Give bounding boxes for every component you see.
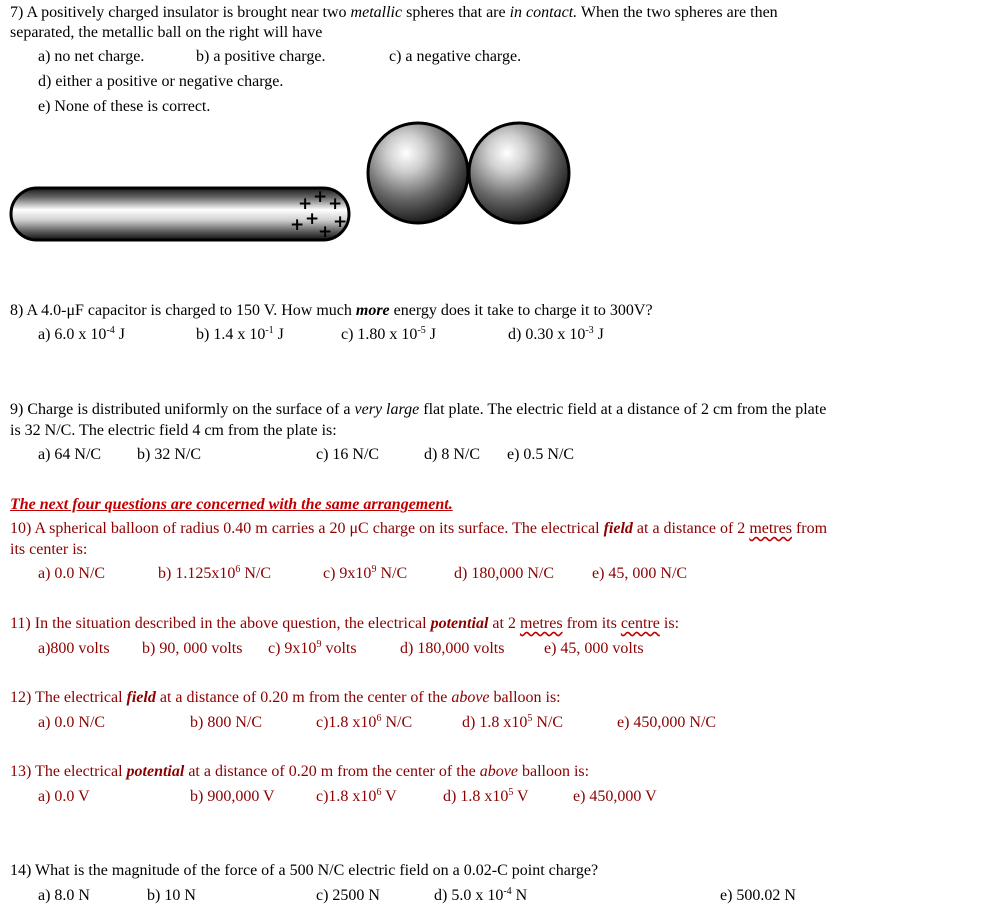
q12-stem: 12) The electrical field at a distance of 0.20 m from the center of the above balloon is:: [10, 689, 561, 706]
q12-option-d: d) 1.8 $x10^5$ N/C: [462, 713, 563, 731]
q14-option-e: e) 500.02 N: [720, 887, 796, 904]
q10-stem-line2: its center is:: [10, 541, 88, 558]
q10-option-b: b) $1.125x10^6$ N/C: [158, 564, 271, 582]
q12-option-e: e) 450,000 N/C: [617, 714, 717, 731]
svg-text:+: +: [328, 194, 343, 214]
q8-option-b: b) 1.4 x $10^{-1}$ J: [196, 325, 284, 343]
q7-stem-line2: separated, the metallic ball on the right will have: [10, 24, 323, 41]
q7-stem-line1: 7) A positively charged insulator is brought near two metallic spheres that are in contact. When the two spheres are then: [10, 4, 778, 21]
q7-option-a: a) no net charge.: [38, 48, 145, 65]
q10-stem-line1: 10) A spherical balloon of radius 0.40 m carries a 20 μC charge on its surface. The electrical field at a distance of 2 metres from: [10, 520, 828, 537]
q9-option-e: e) 0.5 N/C: [507, 446, 575, 463]
svg-text:+: +: [313, 187, 328, 207]
right-sphere: [469, 123, 569, 223]
q13-option-e: e) 450,000 V: [573, 788, 657, 805]
q9-stem-line2: is 32 N/C. The electric field 4 cm from the plate is:: [10, 422, 337, 439]
q8-option-a: a) 6.0 x $10^{-4}$ J: [38, 325, 126, 343]
q11-option-b: b) 90, 000 volts: [142, 640, 243, 657]
svg-text:+: +: [305, 209, 320, 229]
q7-option-e: e) None of these is correct.: [38, 98, 211, 115]
q8-option-d: d) 0.30 x $10^{-3}$ J: [508, 325, 604, 343]
q10-option-e: e) 45, 000 N/C: [592, 565, 688, 582]
q13-option-d: d) 1.8 $x10^5$ V: [443, 787, 529, 805]
q9-option-c: c) 16 N/C: [316, 446, 380, 463]
q11-stem: 11) In the situation described in the above question, the electrical potential at 2 metres from its centre is:: [10, 615, 680, 632]
q13-option-a: a) 0.0 V: [38, 788, 90, 805]
q11-option-c: c) $9x10^9$ volts: [268, 639, 357, 657]
q12-option-a: a) 0.0 N/C: [38, 714, 106, 731]
charged-insulator-rod: [8, 182, 353, 246]
q9-option-a: a) 64 N/C: [38, 446, 102, 463]
q13-stem: 13) The electrical potential at a distance of 0.20 m from the center of the above balloon is:: [10, 763, 590, 780]
q10-option-a: a) 0.0 N/C: [38, 565, 106, 582]
q9-option-b: b) 32 N/C: [137, 446, 201, 463]
q11-option-d: d) 180,000 volts: [400, 640, 505, 657]
q14-option-c: c) 2500 N: [316, 887, 380, 904]
q13-option-b: b) 900,000 V: [190, 788, 275, 805]
q9-stem-line1: 9) Charge is distributed uniformly on the surface of a very large flat plate. The electric field at a distance of 2 cm from the plate: [10, 401, 827, 418]
q9-option-d: d) 8 N/C: [424, 446, 480, 463]
q7-option-c: c) a negative charge.: [389, 48, 522, 65]
q7-option-b: b) a positive charge.: [196, 48, 326, 65]
q7-option-d: d) either a positive or negative charge.: [38, 73, 284, 90]
q13-option-c: c)1.8 $x10^6$ V: [316, 787, 397, 805]
q10-option-d: d) 180,000 N/C: [454, 565, 554, 582]
q12-option-c: c)1.8 $x10^6$ N/C: [316, 713, 413, 731]
svg-text:+: +: [298, 194, 313, 214]
metallic-spheres: [366, 118, 574, 228]
svg-text:+: +: [333, 212, 348, 232]
q14-option-d: d) 5.0 x $10^{-4}$ N: [434, 886, 528, 904]
q11-option-e: e) 45, 000 volts: [544, 640, 644, 657]
q8-option-c: c) 1.80 x $10^{-5}$ J: [341, 325, 437, 343]
q12-option-b: b) 800 N/C: [190, 714, 262, 731]
q11-option-a: a)800 volts: [38, 640, 110, 657]
q14-option-b: b) 10 N: [147, 887, 196, 904]
svg-text:+: +: [318, 222, 333, 242]
left-sphere: [368, 123, 468, 223]
q14-option-a: a) 8.0 N: [38, 887, 90, 904]
q8-stem: 8) A 4.0-μF capacitor is charged to 150 V. How much more energy does it take to charge it to 300V?: [10, 302, 653, 319]
q14-stem: 14) What is the magnitude of the force of a 500 N/C electric field on a 0.02-C point charge?: [10, 862, 599, 879]
svg-text:+: +: [290, 215, 305, 235]
section-heading: The next four questions are concerned with the same arrangement.: [10, 496, 453, 513]
q10-option-c: c) $9x10^9$ N/C: [323, 564, 408, 582]
